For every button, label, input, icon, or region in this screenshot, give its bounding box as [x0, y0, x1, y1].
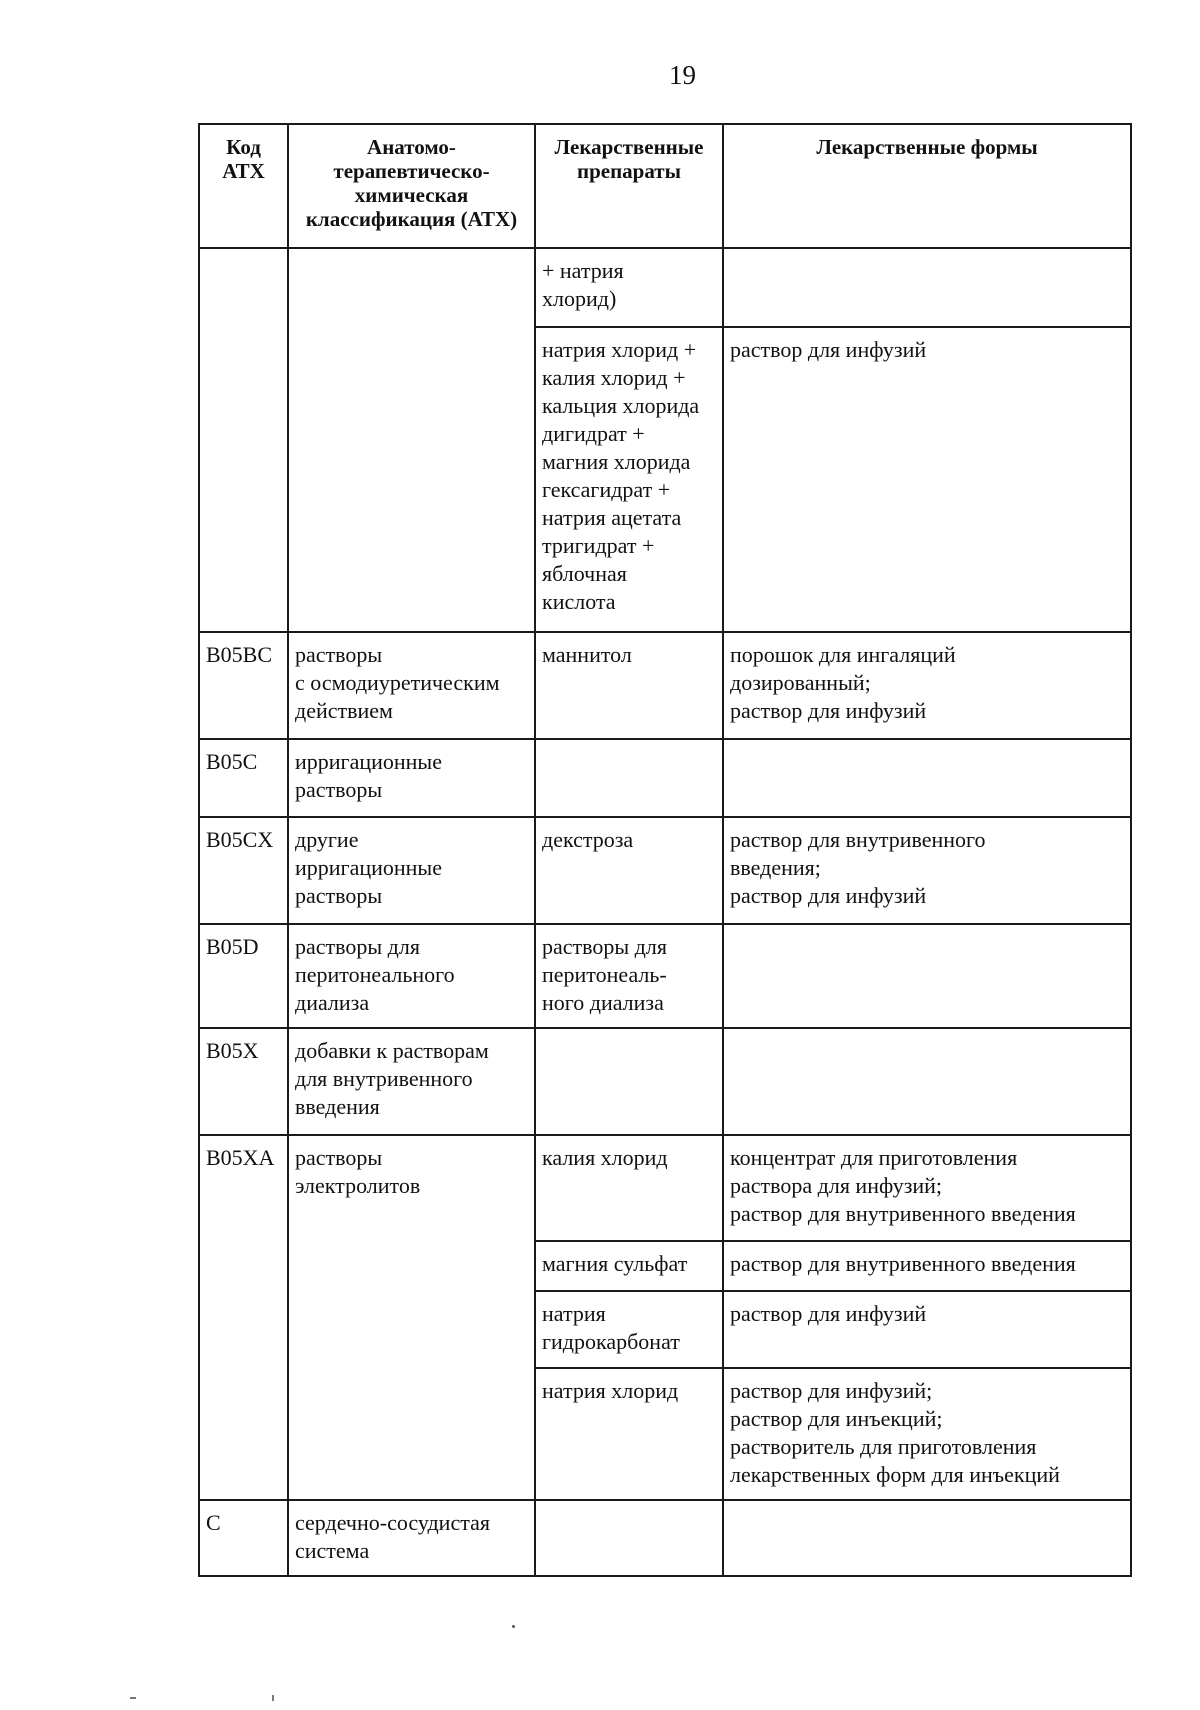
code-cell [199, 248, 288, 632]
drug-cell: натрия хлорид + калия хлорид + кальция хлорида дигидрат + магния хлорида гексагидрат + натрия ацетата тригидрат + яблочная кислота [535, 327, 723, 632]
classification-cell: растворы электролитов [288, 1135, 535, 1500]
code-cell: B05BC [199, 632, 288, 739]
form-cell: раствор для инфузий [723, 327, 1131, 632]
scan-mark [272, 1695, 274, 1701]
classification-cell: растворы с осмодиуретическим действием [288, 632, 535, 739]
form-cell: концентрат для приготовления раствора для инфузий; раствор для внутривенного введения [723, 1135, 1131, 1241]
table-row [199, 924, 1131, 1028]
header-code: Код АТХ [199, 124, 288, 248]
form-cell: раствор для инфузий; раствор для инъекций; растворитель для приготовления лекарственных форм для инъекций [723, 1368, 1131, 1500]
scan-dot [512, 1625, 515, 1628]
drug-cell: растворы для перитонеаль- ного диализа [535, 924, 723, 1028]
table-row [199, 1135, 1131, 1241]
form-cell [723, 1028, 1131, 1135]
table-row [199, 1500, 1131, 1576]
table-row [199, 739, 1131, 817]
code-cell: B05CX [199, 817, 288, 924]
table-row [199, 817, 1131, 924]
drug-cell: маннитол [535, 632, 723, 739]
code-cell: C [199, 1500, 288, 1576]
classification-cell: сердечно-сосудистая система [288, 1500, 535, 1576]
classification-cell: добавки к растворам для внутривенного введения [288, 1028, 535, 1135]
table-row [199, 632, 1131, 739]
drug-cell: + натрия хлорид) [535, 248, 723, 327]
form-cell: раствор для внутривенного введения [723, 1241, 1131, 1291]
form-cell [723, 739, 1131, 817]
drug-cell: калия хлорид [535, 1135, 723, 1241]
form-cell [723, 924, 1131, 1028]
code-cell: B05X [199, 1028, 288, 1135]
classification-cell: ирригационные растворы [288, 739, 535, 817]
drug-cell [535, 739, 723, 817]
drug-cell: декстроза [535, 817, 723, 924]
classification-cell: растворы для перитонеального диализа [288, 924, 535, 1028]
table-row [199, 1028, 1131, 1135]
table-row [199, 248, 1131, 327]
form-cell: порошок для ингаляций дозированный; раствор для инфузий [723, 632, 1131, 739]
header-classification: Анатомо- терапевтическо- химическая классификация (АТХ) [288, 124, 535, 248]
code-cell: B05D [199, 924, 288, 1028]
classification-cell [288, 248, 535, 632]
page-number: 19 [669, 60, 696, 90]
drug-cell [535, 1500, 723, 1576]
table-header-row [199, 124, 1131, 248]
form-cell: раствор для инфузий [723, 1291, 1131, 1368]
form-cell: раствор для внутривенного введения; раствор для инфузий [723, 817, 1131, 924]
header-drugs: Лекарственные препараты [535, 124, 723, 248]
form-cell [723, 248, 1131, 327]
classification-cell: другие ирригационные растворы [288, 817, 535, 924]
form-cell [723, 1500, 1131, 1576]
drug-cell: магния сульфат [535, 1241, 723, 1291]
scan-mark [130, 1697, 136, 1699]
atx-table [198, 123, 1132, 1577]
code-cell: B05C [199, 739, 288, 817]
drug-cell [535, 1028, 723, 1135]
code-cell: B05XA [199, 1135, 288, 1500]
drug-cell: натрия хлорид [535, 1368, 723, 1500]
drug-cell: натрия гидрокарбонат [535, 1291, 723, 1368]
header-forms: Лекарственные формы [723, 124, 1131, 248]
